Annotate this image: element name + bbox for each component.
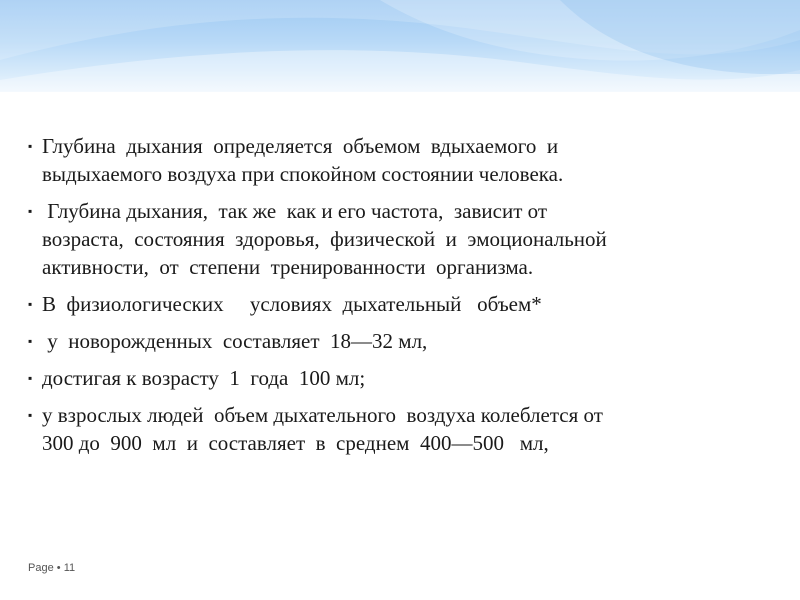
body-text: [28, 132, 773, 466]
bullet-paragraph: [28, 197, 773, 281]
paragraph-line: у новорожденных составляет 18—32 мл,: [42, 329, 428, 353]
paragraph-line: выдыхаемого воздуха при спокойном состоянии человека.: [42, 162, 564, 186]
bullet-paragraph: [28, 290, 773, 318]
bullet-icon: ▪: [28, 204, 33, 218]
paragraph-line: возраста, состояния здоровья, физической и эмоциональной: [42, 227, 607, 251]
bullet-paragraph: [28, 132, 773, 188]
header-decoration: [0, 0, 800, 92]
paragraph-line: у взрослых людей объем дыхательного воздуха колеблется от: [42, 403, 603, 427]
paragraph-line: активности, от степени тренированности организма.: [42, 255, 534, 279]
wave-decoration: [0, 0, 800, 92]
bullet-icon: ▪: [28, 371, 33, 385]
paragraph-line: В физиологических условиях дыхательный объем*: [42, 292, 542, 316]
bullet-icon: ▪: [28, 408, 33, 422]
page-label: Page: [28, 562, 54, 574]
footer-separator: •: [56, 562, 61, 574]
paragraph-line: Глубина дыхания, так же как и его частота, зависит от: [42, 199, 548, 223]
paragraph-line: достигая к возрасту 1 года 100 мл;: [42, 366, 366, 390]
bullet-paragraph: [28, 327, 773, 355]
bullet-paragraph: [28, 364, 773, 392]
bullet-icon: ▪: [28, 139, 33, 153]
bullet-icon: ▪: [28, 334, 33, 348]
bullet-icon: ▪: [28, 297, 33, 311]
bullet-paragraph: [28, 401, 773, 457]
page-footer: [28, 562, 75, 574]
page-number: 11: [63, 562, 76, 574]
paragraph-line: 300 до 900 мл и составляет в среднем 400—500 мл,: [42, 431, 549, 455]
paragraph-line: Глубина дыхания определяется объемом вдыхаемого и: [42, 134, 559, 158]
